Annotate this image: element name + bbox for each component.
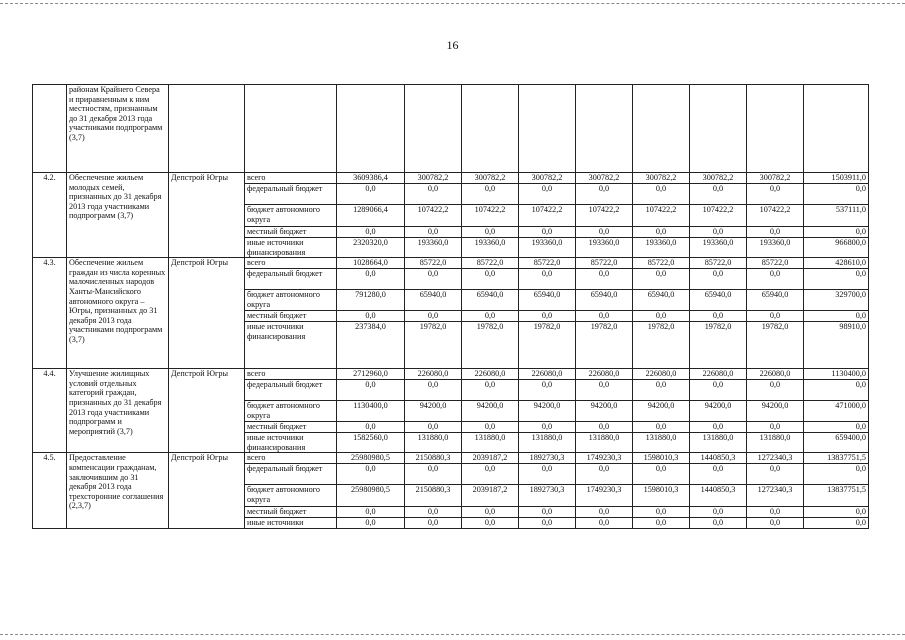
continued-num — [33, 85, 67, 173]
total-value: 25980980,5 — [337, 453, 405, 464]
year-value: 0,0 — [576, 507, 633, 518]
year-value: 65940,0 — [405, 290, 462, 311]
total-value: 2712960,0 — [337, 369, 405, 380]
year-value: 107422,2 — [519, 205, 576, 227]
year-value: 107422,2 — [462, 205, 519, 227]
year-value: 94200,0 — [519, 401, 576, 422]
year-value: 85722,0 — [747, 258, 804, 269]
year-value: 0,0 — [462, 311, 519, 322]
year-value: 0,0 — [633, 422, 690, 433]
year-value: 226080,0 — [576, 369, 633, 380]
funding-source: иные источники финансирования — [245, 238, 337, 258]
year-value: 0,0 — [576, 464, 633, 485]
year-value: 0,0 — [633, 518, 690, 529]
year-value: 193360,0 — [633, 238, 690, 258]
year-value: 0,0 — [462, 227, 519, 238]
empty-cell — [690, 85, 747, 173]
funding-source: местный бюджет — [245, 311, 337, 322]
year-value: 0,0 — [576, 184, 633, 205]
year-value: 0,0 — [462, 184, 519, 205]
funding-source: иные источники финансирования — [245, 322, 337, 369]
year-value: 131880,0 — [405, 433, 462, 453]
item-number: 4.2. — [33, 173, 67, 258]
period-value: 13837751,5 — [804, 485, 869, 507]
year-value: 0,0 — [519, 507, 576, 518]
year-value: 0,0 — [576, 518, 633, 529]
year-value: 193360,0 — [462, 238, 519, 258]
year-value: 94200,0 — [405, 401, 462, 422]
item-number: 4.3. — [33, 258, 67, 369]
funding-source: бюджет автономного округа — [245, 205, 337, 227]
table-row — [33, 258, 869, 269]
year-value: 0,0 — [519, 464, 576, 485]
year-value: 0,0 — [462, 380, 519, 401]
period-value: 659400,0 — [804, 433, 869, 453]
year-value: 1749230,3 — [576, 453, 633, 464]
year-value: 107422,2 — [633, 205, 690, 227]
year-value: 193360,0 — [576, 238, 633, 258]
funding-source: иные источники финансирования — [245, 433, 337, 453]
year-value: 107422,2 — [405, 205, 462, 227]
funding-source: местный бюджет — [245, 422, 337, 433]
year-value: 94200,0 — [633, 401, 690, 422]
year-value: 0,0 — [462, 518, 519, 529]
year-value: 1749230,3 — [576, 485, 633, 507]
year-value: 0,0 — [747, 507, 804, 518]
total-value: 0,0 — [337, 184, 405, 205]
year-value: 85722,0 — [519, 258, 576, 269]
year-value: 0,0 — [633, 184, 690, 205]
year-value: 19782,0 — [576, 322, 633, 369]
year-value: 0,0 — [576, 227, 633, 238]
year-value: 1598010,3 — [633, 485, 690, 507]
total-value: 3609386,4 — [337, 173, 405, 184]
period-value: 0,0 — [804, 380, 869, 401]
period-value: 0,0 — [804, 464, 869, 485]
funding-source: местный бюджет — [245, 227, 337, 238]
total-value: 0,0 — [337, 464, 405, 485]
year-value: 0,0 — [690, 464, 747, 485]
year-value: 65940,0 — [519, 290, 576, 311]
year-value: 19782,0 — [519, 322, 576, 369]
year-value: 0,0 — [576, 311, 633, 322]
year-value: 0,0 — [576, 380, 633, 401]
year-value: 85722,0 — [405, 258, 462, 269]
year-value: 65940,0 — [747, 290, 804, 311]
period-value: 0,0 — [804, 507, 869, 518]
empty-cell — [405, 85, 462, 173]
year-value: 85722,0 — [633, 258, 690, 269]
year-value: 19782,0 — [690, 322, 747, 369]
year-value: 1440850,3 — [690, 453, 747, 464]
year-value: 300782,2 — [462, 173, 519, 184]
empty-cell — [169, 85, 245, 173]
empty-cell — [462, 85, 519, 173]
funding-source: всего — [245, 453, 337, 464]
year-value: 0,0 — [747, 422, 804, 433]
total-value: 791280,0 — [337, 290, 405, 311]
total-value: 237384,0 — [337, 322, 405, 369]
funding-source: всего — [245, 173, 337, 184]
total-value: 0,0 — [337, 422, 405, 433]
year-value: 0,0 — [405, 464, 462, 485]
empty-cell — [633, 85, 690, 173]
item-name: Обеспечение жильем молодых семей, признанных до 31 декабря 2013 года участниками подпрограмм (3,7) — [67, 173, 169, 258]
period-value: 966800,0 — [804, 238, 869, 258]
year-value: 0,0 — [462, 464, 519, 485]
year-value: 19782,0 — [462, 322, 519, 369]
year-value: 193360,0 — [405, 238, 462, 258]
empty-cell — [804, 85, 869, 173]
year-value: 0,0 — [462, 269, 519, 290]
period-value: 329700,0 — [804, 290, 869, 311]
empty-cell — [519, 85, 576, 173]
item-number: 4.5. — [33, 453, 67, 529]
year-value: 300782,2 — [690, 173, 747, 184]
year-value: 2039187,2 — [462, 485, 519, 507]
total-value: 0,0 — [337, 227, 405, 238]
year-value: 107422,2 — [747, 205, 804, 227]
year-value: 19782,0 — [405, 322, 462, 369]
total-value: 1130400,0 — [337, 401, 405, 422]
year-value: 0,0 — [405, 269, 462, 290]
scan-edge-bottom — [0, 634, 905, 635]
total-value: 0,0 — [337, 311, 405, 322]
year-value: 0,0 — [519, 269, 576, 290]
year-value: 300782,2 — [405, 173, 462, 184]
year-value: 131880,0 — [519, 433, 576, 453]
year-value: 0,0 — [405, 184, 462, 205]
year-value: 107422,2 — [690, 205, 747, 227]
year-value: 300782,2 — [519, 173, 576, 184]
funding-source: федеральный бюджет — [245, 464, 337, 485]
funding-source: всего — [245, 369, 337, 380]
period-value: 1503911,0 — [804, 173, 869, 184]
year-value: 2039187,2 — [462, 453, 519, 464]
year-value: 0,0 — [633, 269, 690, 290]
item-name: Предоставление компенсации гражданам, заключившим до 31 декабря 2013 года трехсторонние соглашения (2,3,7) — [67, 453, 169, 529]
period-value: 0,0 — [804, 518, 869, 529]
year-value: 131880,0 — [747, 433, 804, 453]
total-value: 0,0 — [337, 269, 405, 290]
year-value: 0,0 — [519, 311, 576, 322]
total-value: 2320320,0 — [337, 238, 405, 258]
period-value: 0,0 — [804, 269, 869, 290]
year-value: 0,0 — [747, 269, 804, 290]
year-value: 85722,0 — [690, 258, 747, 269]
total-value: 1289066,4 — [337, 205, 405, 227]
year-value: 226080,0 — [690, 369, 747, 380]
year-value: 1892730,3 — [519, 485, 576, 507]
empty-cell — [747, 85, 804, 173]
year-value: 131880,0 — [576, 433, 633, 453]
funding-source: местный бюджет — [245, 507, 337, 518]
year-value: 0,0 — [747, 311, 804, 322]
year-value: 226080,0 — [633, 369, 690, 380]
total-value: 0,0 — [337, 507, 405, 518]
year-value: 107422,2 — [576, 205, 633, 227]
table-row — [33, 453, 869, 464]
year-value: 85722,0 — [576, 258, 633, 269]
funding-source: бюджет автономного округа — [245, 401, 337, 422]
year-value: 226080,0 — [462, 369, 519, 380]
year-value: 1598010,3 — [633, 453, 690, 464]
year-value: 0,0 — [576, 422, 633, 433]
table-row — [33, 173, 869, 184]
year-value: 226080,0 — [747, 369, 804, 380]
year-value: 0,0 — [405, 227, 462, 238]
funding-source: федеральный бюджет — [245, 184, 337, 205]
year-value: 65940,0 — [462, 290, 519, 311]
funding-source: федеральный бюджет — [245, 269, 337, 290]
year-value: 65940,0 — [690, 290, 747, 311]
year-value: 0,0 — [747, 380, 804, 401]
year-value: 94200,0 — [747, 401, 804, 422]
year-value: 0,0 — [519, 380, 576, 401]
year-value: 0,0 — [690, 184, 747, 205]
item-executor: Депстрой Югры — [169, 173, 245, 258]
period-value: 1130400,0 — [804, 369, 869, 380]
year-value: 0,0 — [690, 422, 747, 433]
year-value: 300782,2 — [747, 173, 804, 184]
year-value: 0,0 — [576, 269, 633, 290]
year-value: 0,0 — [405, 380, 462, 401]
year-value: 0,0 — [690, 518, 747, 529]
year-value: 0,0 — [690, 227, 747, 238]
total-value: 1582560,0 — [337, 433, 405, 453]
year-value: 0,0 — [405, 311, 462, 322]
year-value: 131880,0 — [462, 433, 519, 453]
period-value: 0,0 — [804, 422, 869, 433]
period-value: 98910,0 — [804, 322, 869, 369]
year-value: 193360,0 — [747, 238, 804, 258]
year-value: 1440850,3 — [690, 485, 747, 507]
year-value: 0,0 — [747, 184, 804, 205]
period-value: 13837751,5 — [804, 453, 869, 464]
period-value: 0,0 — [804, 311, 869, 322]
year-value: 1272340,3 — [747, 485, 804, 507]
year-value: 0,0 — [519, 184, 576, 205]
funding-source: бюджет автономного округа — [245, 290, 337, 311]
period-value: 0,0 — [804, 184, 869, 205]
funding-source: федеральный бюджет — [245, 380, 337, 401]
item-executor: Депстрой Югры — [169, 258, 245, 369]
year-value: 193360,0 — [690, 238, 747, 258]
year-value: 94200,0 — [690, 401, 747, 422]
continued-name: районам Крайнего Севера и приравненным к ним местностям, признанным до 31 декабря 2013 года участниками подпрограмм (3,7) — [67, 85, 169, 173]
empty-cell — [576, 85, 633, 173]
year-value: 19782,0 — [633, 322, 690, 369]
year-value: 131880,0 — [690, 433, 747, 453]
year-value: 300782,2 — [633, 173, 690, 184]
table-row — [33, 369, 869, 380]
item-executor: Депстрой Югры — [169, 453, 245, 529]
funding-source: иные источники — [245, 518, 337, 529]
year-value: 0,0 — [519, 227, 576, 238]
period-value: 537111,0 — [804, 205, 869, 227]
item-number: 4.4. — [33, 369, 67, 453]
item-name: Улучшение жилищных условий отдельных категорий граждан, признанных до 31 декабря 2013 года участниками подпрограмм и мероприятий (3,7) — [67, 369, 169, 453]
year-value: 0,0 — [633, 464, 690, 485]
year-value: 94200,0 — [462, 401, 519, 422]
scan-edge-top — [0, 3, 905, 4]
year-value: 0,0 — [633, 507, 690, 518]
year-value: 0,0 — [633, 227, 690, 238]
year-value: 0,0 — [747, 464, 804, 485]
continued-row — [33, 85, 869, 173]
period-value: 0,0 — [804, 227, 869, 238]
year-value: 65940,0 — [576, 290, 633, 311]
funding-source: всего — [245, 258, 337, 269]
year-value: 85722,0 — [462, 258, 519, 269]
year-value: 2150880,3 — [405, 453, 462, 464]
year-value: 0,0 — [519, 422, 576, 433]
year-value: 0,0 — [519, 518, 576, 529]
year-value: 131880,0 — [633, 433, 690, 453]
total-value: 0,0 — [337, 518, 405, 529]
period-value: 428610,0 — [804, 258, 869, 269]
funding-table — [32, 84, 869, 529]
year-value: 300782,2 — [576, 173, 633, 184]
year-value: 226080,0 — [519, 369, 576, 380]
year-value: 0,0 — [690, 311, 747, 322]
year-value: 1892730,3 — [519, 453, 576, 464]
year-value: 0,0 — [633, 380, 690, 401]
year-value: 19782,0 — [747, 322, 804, 369]
year-value: 94200,0 — [576, 401, 633, 422]
total-value: 1028664,0 — [337, 258, 405, 269]
year-value: 0,0 — [747, 227, 804, 238]
empty-cell — [337, 85, 405, 173]
year-value: 0,0 — [633, 311, 690, 322]
year-value: 0,0 — [405, 422, 462, 433]
year-value: 0,0 — [405, 507, 462, 518]
total-value: 25980980,5 — [337, 485, 405, 507]
total-value: 0,0 — [337, 380, 405, 401]
year-value: 0,0 — [747, 518, 804, 529]
funding-source: бюджет автономного округа — [245, 485, 337, 507]
empty-cell — [245, 85, 337, 173]
year-value: 193360,0 — [519, 238, 576, 258]
year-value: 0,0 — [690, 507, 747, 518]
year-value: 0,0 — [690, 269, 747, 290]
year-value: 65940,0 — [633, 290, 690, 311]
item-name: Обеспечение жильем граждан из числа коренных малочисленных народов Ханты-Мансийского автономного округа – Югры, признанных до 31 декабря 2013 года участниками подпрограмм (3,7) — [67, 258, 169, 369]
year-value: 0,0 — [405, 518, 462, 529]
year-value: 0,0 — [462, 507, 519, 518]
page-number: 16 — [446, 38, 459, 52]
year-value: 1272340,3 — [747, 453, 804, 464]
item-executor: Депстрой Югры — [169, 369, 245, 453]
period-value: 471000,0 — [804, 401, 869, 422]
year-value: 0,0 — [462, 422, 519, 433]
year-value: 0,0 — [690, 380, 747, 401]
year-value: 226080,0 — [405, 369, 462, 380]
year-value: 2150880,3 — [405, 485, 462, 507]
